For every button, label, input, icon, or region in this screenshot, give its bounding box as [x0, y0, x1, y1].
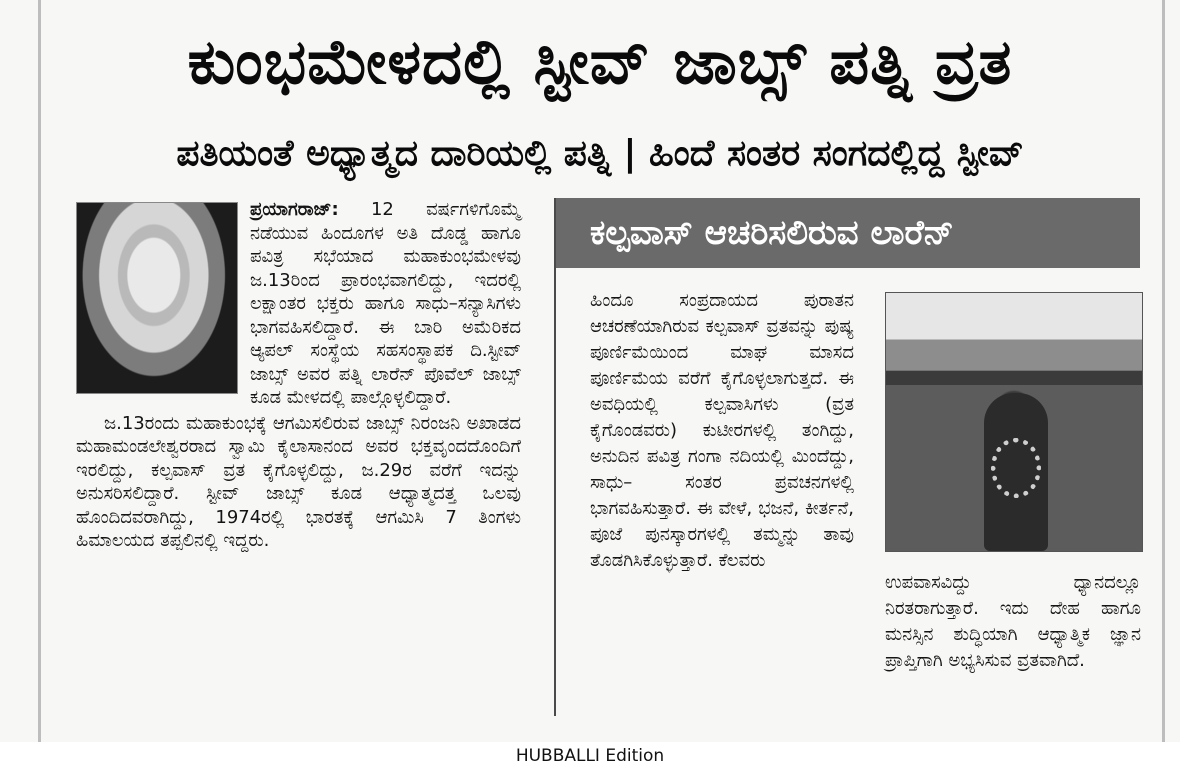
right-page-rule [1162, 0, 1165, 742]
article-subheadline: ಪತಿಯಂತೆ ಅಧ್ಯಾತ್ಮದ ದಾರಿಯಲ್ಲಿ ಪತ್ನಿ | ಹಿಂದೆ ಸಂತರ ಸಂಗದಲ್ಲಿದ್ದ ಸ್ಟೀವ್ [176, 133, 1024, 174]
photo-crossbar [886, 371, 1142, 385]
second-paragraph: ಜ.13ರಂದು ಮಹಾಕುಂಭಕ್ಕೆ ಆಗಮಿಸಲಿರುವ ಜಾಬ್ಸ್ ನಿರಂಜನಿ ಅಖಾಡದ ಮಹಾಮಂಡಲೇಶ್ವರರಾದ ಸ್ವಾಮಿ ಕೈಲಾಸಾನಂದ ಅವರ ಭಕ್ತವೃಂದದೊಂದಿಗೆ ಇರಲಿದ್ದು, ಕಲ್ಪವಾಸ್ ವ್ರತ ಕೈಗೊಳ್ಳಲಿದ್ದು, ಜ.29ರ ವರೆಗೆ ಇದನ್ನು ಅನುಸರಿಸಲಿದ್ದಾರೆ. ಸ್ಟೀವ್ ಜಾಬ್ಸ್ ಕೂಡ ಆಧ್ಯಾತ್ಮದತ್ತ ಒಲವು ಹೊಂದಿದವರಾಗಿದ್ದು, 1974ರಲ್ಲಿ ಭಾರತಕ್ಕೆ ಆಗಮಿಸಿ 7 ತಿಂಗಳು ಹಿಮಾಲಯದ ತಪ್ಪಲಿನಲ್ಲಿ ಇದ್ದರು. [76, 412, 521, 551]
sidebar-middle-column [590, 288, 854, 574]
sidebar-heading: ಕಲ್ಪವಾಸ್ ಆಚರಿಸಲಿರುವ ಲಾರೆನ್ [556, 198, 1140, 268]
left-page-rule [38, 0, 41, 742]
dateline: ಪ್ರಯಾಗರಾಜ್: [250, 199, 339, 220]
sidebar-right-text: ಉಪವಾಸವಿದ್ದು ಧ್ಯಾನದಲ್ಲೂ ನಿರತರಾಗುತ್ತಾರೆ. ಇದು ದೇಹ ಹಾಗೂ ಮನಸ್ಸಿನ ಶುದ್ಧಿಯಾಗಿ ಆಧ್ಯಾತ್ಮಿಕ ಜ್ಞಾನ ಪ್ರಾಪ್ತಿಗಾಗಿ ಅಭ್ಯಸಿಸುವ ವ್ರತವಾಗಿದೆ. [885, 572, 1141, 671]
article-headline: ಕುಂಭಮೇಳದಲ್ಲಿ ಸ್ಟೀವ್ ಜಾಬ್ಸ್ ಪತ್ನಿ ವ್ರತ [187, 25, 1013, 98]
edition-label: HUBBALLI Edition [515, 746, 665, 766]
box-divider [554, 198, 556, 716]
left-column [76, 198, 521, 555]
lead-paragraph-text: 12 ವರ್ಷಗಳಿಗೊಮ್ಮೆ ನಡೆಯುವ ಹಿಂದೂಗಳ ಅತಿ ದೊಡ್ಡ ಹಾಗೂ ಪವಿತ್ರ ಸಭೆಯಾದ ಮಹಾಕುಂಭಮೇಳವು ಜ.13ರಿಂದ ಪ್ರಾರಂಭವಾಗಲಿದ್ದು, ಇದರಲ್ಲಿ ಲಕ್ಷಾಂತರ ಭಕ್ತರು ಹಾಗೂ ಸಾಧು–ಸನ್ಯಾಸಿಗಳು ಭಾಗವಹಿಸಲಿದ್ದಾರೆ. ಈ ಬಾರಿ ಅಮೆರಿಕದ ಆ್ಯಪಲ್ ಸಂಸ್ಥೆಯ ಸಹಸಂಸ್ಥಾಪಕ ದಿ.ಸ್ಟೀವ್ ಜಾಬ್ಸ್ ಅವರ ಪತ್ನಿ ಲಾರೆನ್ ಪೊವೆಲ್ ಜಾಬ್ಸ್ ಕೂಡ ಮೇಳದಲ್ಲಿ ಪಾಲ್ಗೊಳ್ಳಲಿದ್ದಾರೆ. [250, 199, 521, 408]
sadhu-photo [885, 292, 1143, 552]
sidebar-middle-text: ಹಿಂದೂ ಸಂಪ್ರದಾಯದ ಪುರಾತನ ಆಚರಣೆಯಾಗಿರುವ ಕಲ್ಪವಾಸ್ ವ್ರತವನ್ನು ಪುಷ್ಯ ಪೂರ್ಣಿಮೆಯಿಂದ ಮಾಘ ಮಾಸದ ಪೂರ್ಣಿಮೆಯ ವರೆಗೆ ಕೈಗೊಳ್ಳಲಾಗುತ್ತದೆ. ಈ ಅವಧಿಯಲ್ಲಿ ಕಲ್ಪವಾಸಿಗಳು (ವ್ರತ ಕೈಗೊಂಡವರು) ಕುಟೀರಗಳಲ್ಲಿ ತಂಗಿದ್ದು, ಅನುದಿನ ಪವಿತ್ರ ಗಂಗಾ ನದಿಯಲ್ಲಿ ಮಿಂದೆದ್ದು, ಸಾಧು– ಸಂತರ ಪ್ರವಚನಗಳಲ್ಲಿ ಭಾಗವಹಿಸುತ್ತಾರೆ. ಈ ವೇಳೆ, ಭಜನೆ, ಕೀರ್ತನೆ, ಪೂಜೆ ಪುನಸ್ಕಾರಗಳಲ್ಲಿ ತಮ್ಮನ್ನು ತಾವು ತೊಡಗಿಸಿಕೊಳ್ಳುತ್ತಾರೆ. ಕೆಲವರು [590, 290, 854, 571]
lead-paragraph [76, 198, 521, 410]
photo-beads [991, 438, 1041, 498]
sidebar-right-column [885, 570, 1141, 674]
portrait-photo [76, 202, 238, 394]
